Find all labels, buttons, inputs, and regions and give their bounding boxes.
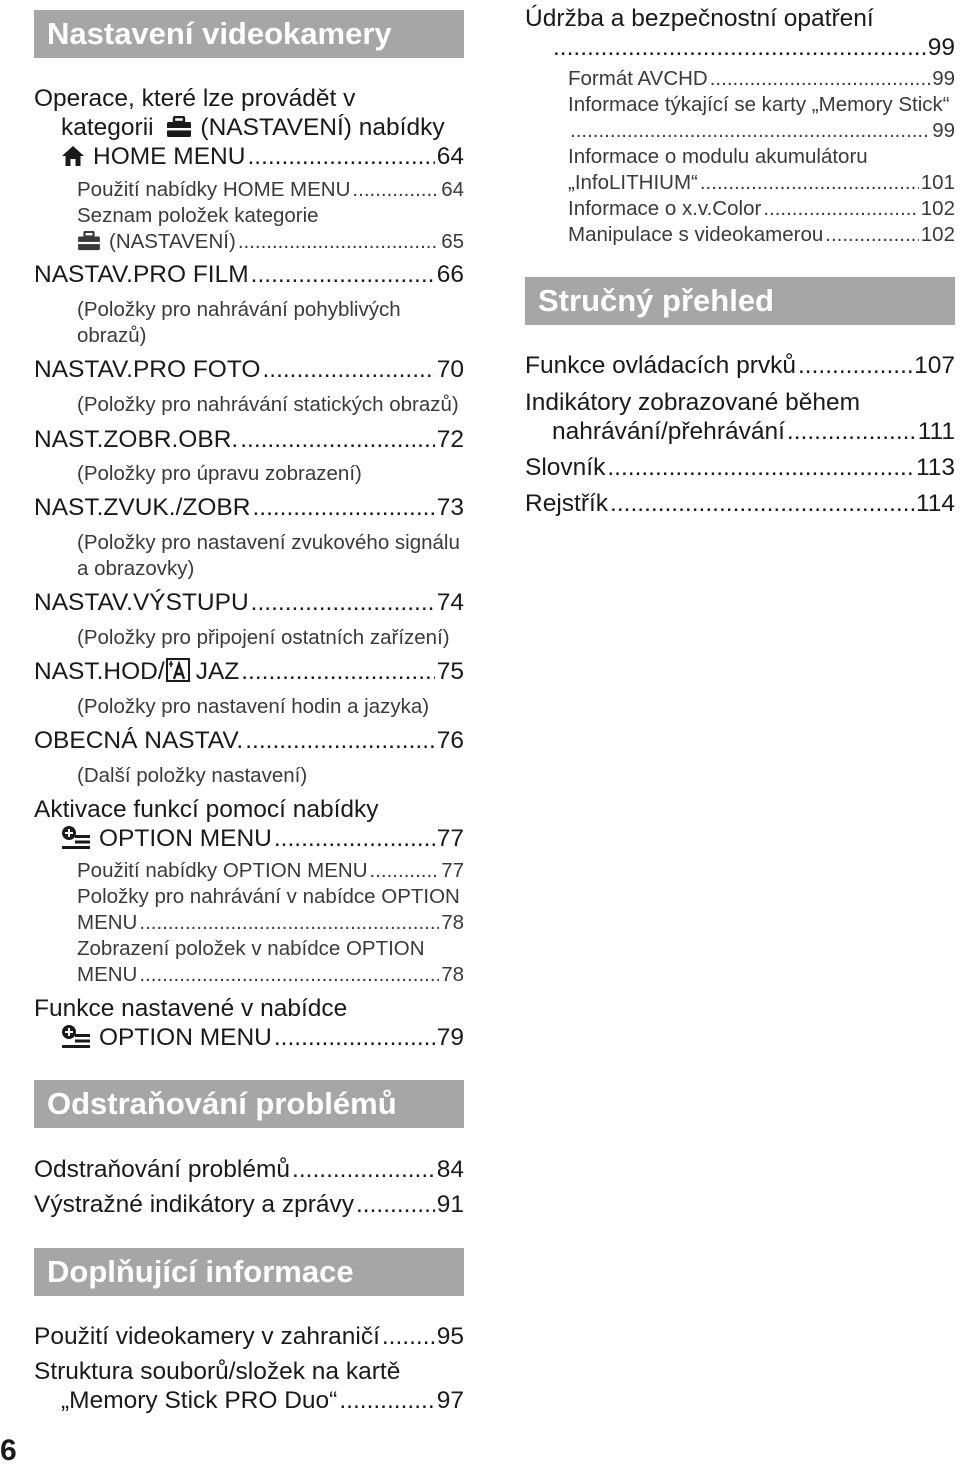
home-icon bbox=[61, 145, 85, 175]
toc-entry-view-line1[interactable]: Zobrazení položek v nabídce OPTION bbox=[77, 937, 425, 960]
dot-leader bbox=[339, 1386, 434, 1416]
toc-desc-zobr: (Položky pro úpravu zobrazení) bbox=[77, 462, 362, 485]
toc-text: kategorii bbox=[61, 114, 154, 141]
dot-leader bbox=[274, 1023, 435, 1053]
toc-entry-udrzba-line2[interactable] bbox=[525, 33, 955, 63]
section-header-doplnujici: Doplňující informace bbox=[34, 1248, 464, 1296]
toc-entry-struktura-line1[interactable]: Struktura souborů/složek na kartě bbox=[34, 1358, 401, 1385]
toc-entry-problemy[interactable]: Odstraňování problémů ..... 84 bbox=[34, 1155, 464, 1185]
page-ref: 79 bbox=[436, 1024, 464, 1051]
page-ref: 97 bbox=[436, 1387, 464, 1414]
dot-leader bbox=[356, 1190, 435, 1220]
option-menu-icon bbox=[61, 825, 91, 857]
toc-entry-akumulator-line1[interactable]: Informace o modulu akumulátoru bbox=[568, 145, 868, 168]
section-header-nastaveni: Nastavení videokamery bbox=[34, 10, 464, 58]
page-ref: 78 bbox=[441, 963, 464, 986]
dot-leader bbox=[570, 118, 930, 144]
dot-leader bbox=[245, 726, 435, 756]
toc-entry-rec-line1[interactable]: Položky pro nahrávání v nabídce OPTION bbox=[77, 885, 460, 908]
toc-entry-funkce-ovladacich[interactable]: Funkce ovládacích prvků ..... 107 bbox=[525, 351, 955, 381]
toc-entry-rejstrik[interactable]: Rejstřík ..... 114 bbox=[525, 489, 955, 519]
dot-leader bbox=[382, 1322, 435, 1352]
toc-entry-memory-stick-line1[interactable]: Informace týkající se karty „Memory Stick“ bbox=[568, 93, 950, 116]
toc-desc-hod: (Položky pro nastavení hodin a jazyka) bbox=[77, 695, 430, 718]
page-number: 6 bbox=[0, 1434, 17, 1467]
toc-entry-funkce-line2[interactable]: OPTION MENU ..... 79 bbox=[61, 1023, 464, 1056]
toc-entry-vystrazne[interactable]: Výstražné indikátory a zprávy ..... 91 bbox=[34, 1190, 464, 1220]
toc-entry-foto[interactable]: NASTAV.PRO FOTO ..... 70 bbox=[34, 355, 464, 385]
page-ref: 77 bbox=[436, 825, 464, 852]
toc-entry-film[interactable]: NASTAV.PRO FILM ..... 66 bbox=[34, 260, 464, 290]
dot-leader bbox=[763, 196, 918, 222]
page-ref: 107 bbox=[914, 352, 955, 379]
toc-text: (NASTAVENÍ) nabídky bbox=[200, 114, 445, 141]
toc-entry-hod-jaz[interactable]: NAST.HOD/ JAZ ..... 75 bbox=[34, 657, 464, 690]
section-header-prehled: Stručný přehled bbox=[525, 277, 955, 325]
page-ref: 64 bbox=[441, 178, 464, 201]
toc-entry-use-option-menu[interactable]: Použití nabídky OPTION MENU ..... 77 bbox=[77, 858, 464, 884]
page-ref: 102 bbox=[920, 223, 955, 246]
toc-entry-home-menu[interactable] bbox=[61, 142, 464, 175]
toc-desc-film-line1: (Položky pro nahrávání pohyblivých bbox=[77, 298, 401, 321]
page-ref: 65 bbox=[441, 230, 464, 253]
toc-desc-vystupu: (Položky pro připojení ostatních zařízení) bbox=[77, 626, 450, 649]
clock-language-icon bbox=[166, 658, 190, 690]
page-ref: 84 bbox=[436, 1156, 464, 1183]
page-ref: 95 bbox=[436, 1323, 464, 1350]
page-ref: 70 bbox=[436, 356, 464, 383]
toc-entry-view-line2[interactable]: MENU ..... 78 bbox=[77, 962, 464, 988]
page-ref: 111 bbox=[917, 418, 955, 445]
section-header-problemy: Odstraňování problémů bbox=[34, 1080, 464, 1128]
page-ref: 77 bbox=[441, 859, 464, 882]
dot-leader bbox=[240, 425, 435, 455]
toc-entry-struktura-line2[interactable]: „Memory Stick PRO Duo“ ..... 97 bbox=[61, 1386, 464, 1416]
toc-entry-indikatory-line2[interactable]: nahrávání/přehrávání ..... 111 bbox=[552, 417, 955, 447]
toc-entry-use-home-menu[interactable]: Použití nabídky HOME MENU ..... 64 bbox=[77, 177, 464, 203]
page-ref: 72 bbox=[436, 426, 464, 453]
dot-leader bbox=[247, 142, 434, 172]
dot-leader bbox=[607, 453, 914, 483]
toc-entry-funkce-line1[interactable]: Funkce nastavené v nabídce bbox=[34, 995, 348, 1022]
dot-leader bbox=[274, 824, 435, 854]
dot-leader bbox=[139, 910, 439, 936]
page-ref: 76 bbox=[436, 727, 464, 754]
page-ref: 64 bbox=[436, 143, 464, 170]
page-ref: 99 bbox=[932, 119, 955, 142]
toc-text: HOME MENU bbox=[93, 143, 246, 170]
dot-leader bbox=[798, 351, 912, 381]
toc-entry-manipulace[interactable]: Manipulace s videokamerou ..... 102 bbox=[568, 222, 955, 248]
toc-entry-aktivace-line2[interactable]: OPTION MENU ..... 77 bbox=[61, 824, 464, 857]
page-ref: 73 bbox=[436, 494, 464, 521]
toc-entry-vystupu[interactable]: NASTAV.VÝSTUPU ..... 74 bbox=[34, 588, 464, 618]
page-ref: 113 bbox=[915, 454, 955, 481]
toc-entry-list-line2[interactable]: (NASTAVENÍ) ..... 65 bbox=[77, 229, 464, 258]
toc-entry-memory-stick-line2[interactable] bbox=[568, 118, 955, 144]
dot-leader bbox=[710, 66, 930, 92]
toc-entry-avchd[interactable]: Formát AVCHD ..... 99 bbox=[568, 66, 955, 92]
dot-leader bbox=[238, 229, 439, 255]
toolbox-icon bbox=[77, 231, 101, 258]
toc-entry-aktivace-line1[interactable]: Aktivace funkcí pomocí nabídky bbox=[34, 796, 379, 823]
page-ref: 101 bbox=[920, 171, 955, 194]
option-menu-icon bbox=[61, 1024, 91, 1056]
page-ref: 99 bbox=[932, 67, 955, 90]
dot-leader bbox=[252, 493, 434, 523]
toc-entry-zobr[interactable]: NAST.ZOBR.OBR. ..... 72 bbox=[34, 425, 464, 455]
dot-leader bbox=[139, 962, 439, 988]
page-ref: 75 bbox=[436, 658, 464, 685]
toc-entry-operace-line1[interactable]: Operace, které lze provádět v bbox=[34, 85, 356, 112]
toc-entry-zvuk[interactable]: NAST.ZVUK./ZOBR ..... 73 bbox=[34, 493, 464, 523]
dot-leader bbox=[352, 177, 439, 203]
dot-leader bbox=[251, 260, 435, 290]
toc-entry-zahranici[interactable]: Použití videokamery v zahraničí ..... 95 bbox=[34, 1322, 464, 1352]
dot-leader bbox=[241, 657, 434, 687]
dot-leader bbox=[553, 33, 926, 63]
toc-entry-xvcolor[interactable]: Informace o x.v.Color ..... 102 bbox=[568, 196, 955, 222]
dot-leader bbox=[610, 489, 914, 519]
page-ref: 66 bbox=[436, 261, 464, 288]
dot-leader bbox=[370, 858, 440, 884]
toc-entry-obecna[interactable]: OBECNÁ NASTAV. ..... 76 bbox=[34, 726, 464, 756]
toc-entry-rec-line2[interactable]: MENU ..... 78 bbox=[77, 910, 464, 936]
dot-leader bbox=[292, 1155, 435, 1185]
toc-entry-akumulator-line2[interactable]: „InfoLITHIUM“ ..... 101 bbox=[568, 170, 955, 196]
toc-entry-indikatory-line1[interactable]: Indikátory zobrazované během bbox=[525, 389, 861, 416]
page-ref: 102 bbox=[920, 197, 955, 220]
page-ref: 78 bbox=[441, 911, 464, 934]
dot-leader bbox=[787, 417, 916, 447]
toc-entry-slovnik[interactable]: Slovník ..... 113 bbox=[525, 453, 955, 483]
dot-leader bbox=[700, 170, 919, 196]
page-ref: 74 bbox=[436, 589, 464, 616]
dot-leader bbox=[262, 355, 434, 385]
dot-leader bbox=[825, 222, 919, 248]
dot-leader bbox=[251, 588, 435, 618]
toc-desc-zvuk-line1: (Položky pro nastavení zvukového signálu bbox=[77, 531, 460, 554]
page-ref: 114 bbox=[915, 490, 955, 517]
page-ref: 91 bbox=[436, 1191, 464, 1218]
toc-desc-foto: (Položky pro nahrávání statických obrazů) bbox=[77, 393, 459, 416]
page-ref: 99 bbox=[927, 34, 955, 61]
toc-entry-udrzba-line1[interactable]: Údržba a bezpečnostní opatření bbox=[525, 5, 874, 32]
toc-desc-film-line2: obrazů) bbox=[77, 324, 147, 347]
toc-entry-list-line1[interactable]: Seznam položek kategorie bbox=[77, 204, 319, 227]
toc-desc-obecna: (Další položky nastavení) bbox=[77, 764, 308, 787]
toc-desc-zvuk-line2: a obrazovky) bbox=[77, 557, 195, 580]
